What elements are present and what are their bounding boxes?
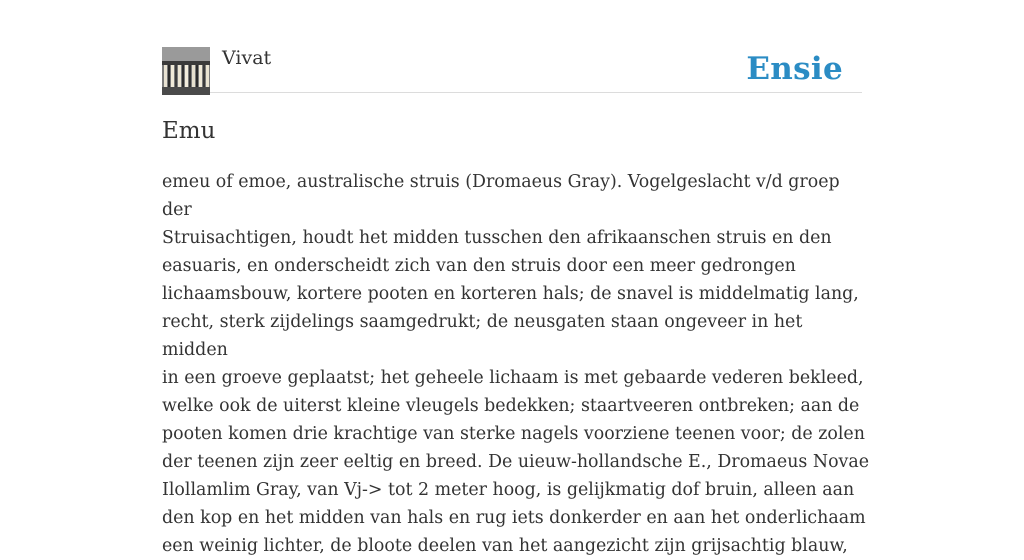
library-shelves-icon	[162, 47, 210, 95]
header	[162, 46, 862, 93]
brand-logo[interactable]: Ensie	[746, 51, 843, 87]
source-name[interactable]: Vivat	[222, 47, 272, 69]
article-body: emeu of emoe, australische struis (Dromaeus Gray). Vogelgeslacht v/d groep der Struisachtigen, houdt het midden tusschen den afrikaanschen struis en den easuaris, en onderscheidt zich van den struis door een meer gedrongen lichaamsbouw, kortere pooten en korteren hals; de snavel is middelmatig lang, recht, sterk zijdelings saamgedrukt; de neusgaten staan ongeveer in het midden in een groeve geplaatst; het geheele lichaam is met gebaarde vederen bekleed, welke ook de uiterst kleine vleugels bedekken; staartveeren ontbreken; aan de pooten komen drie krachtige van sterke nagels voorziene teenen voor; de zolen der teenen zijn zeer eeltig en breed. De uieuw-hollandsche E., Dromaeus Novae Ilollamlim Gray, van Vj-> tot 2 meter hoog, is gelijkmatig dof bruin, alleen aan den kop en het midden van hals en rug iets donkerder en aan het onderlichaam een weinig lichter, de bloote deelen van het aangezicht zijn grijsachtig blauw,	[162, 172, 870, 556]
page-title: Emu	[162, 118, 216, 144]
avatar[interactable]	[162, 47, 210, 95]
